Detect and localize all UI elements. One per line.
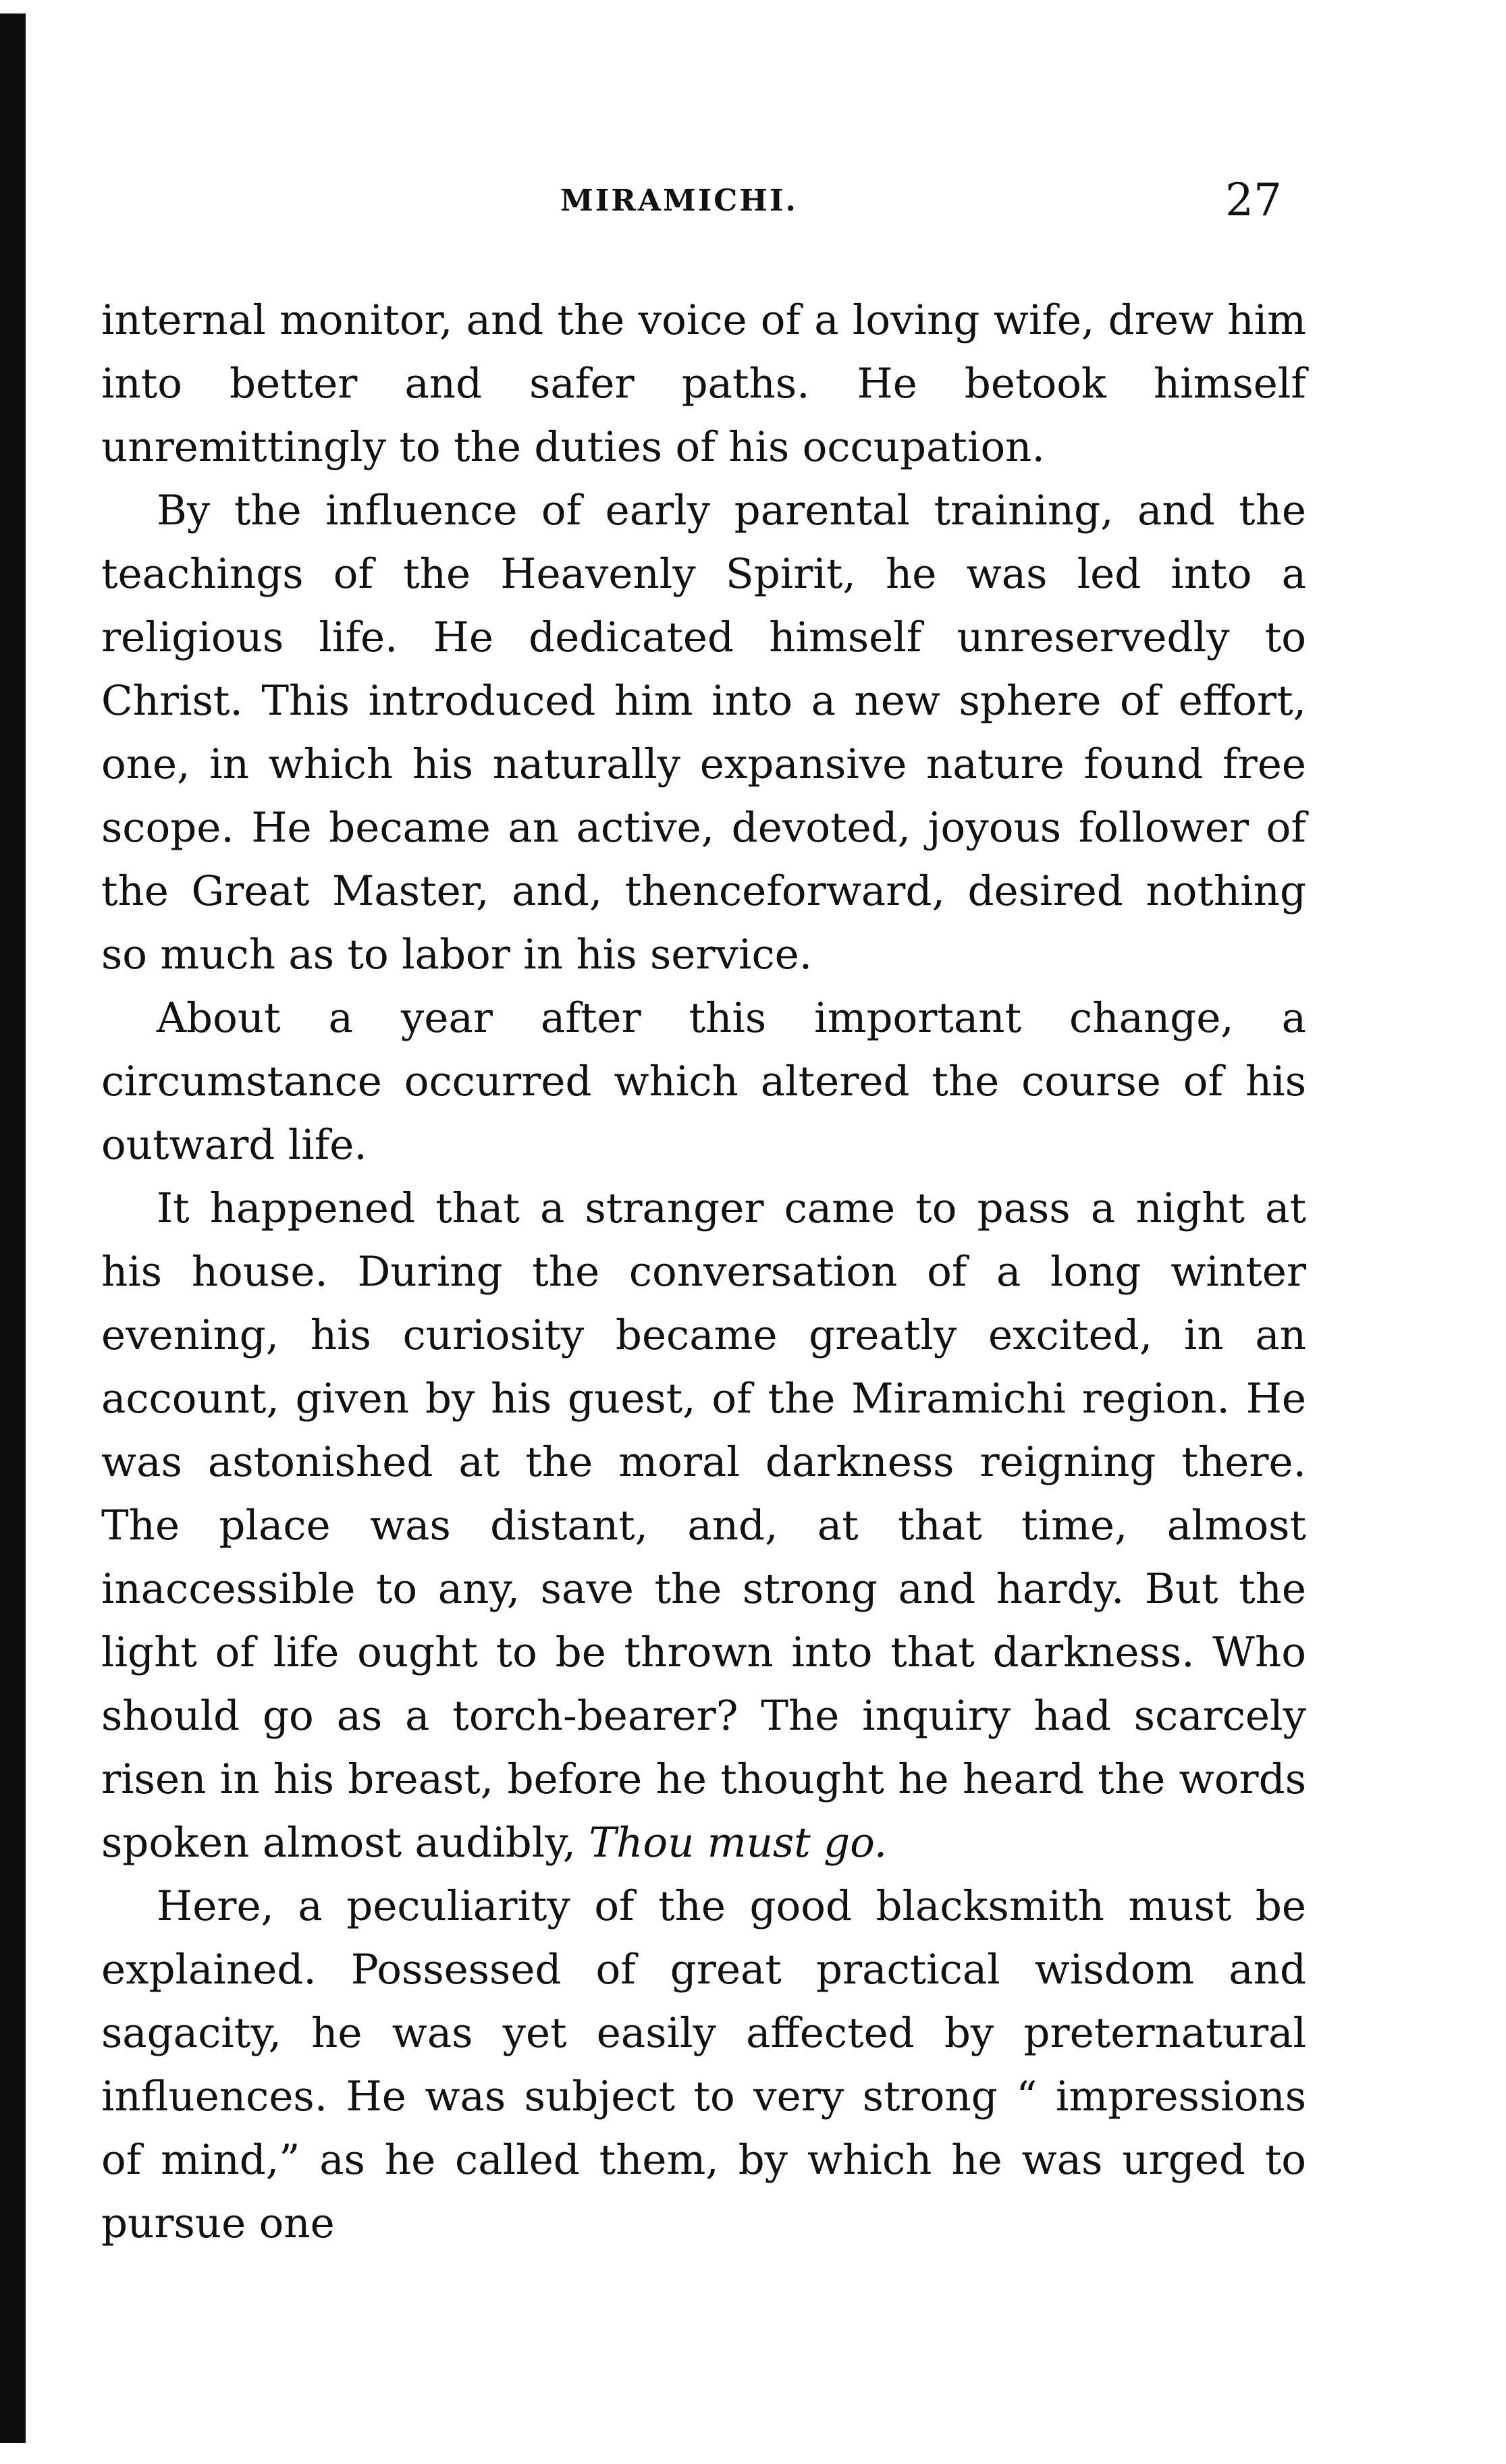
paragraph-text: About a year after this important change, a circumstance occurred which altered the course of his outward life.	[101, 994, 1306, 1169]
page-number: 27	[1225, 174, 1282, 226]
italic-phrase: Thou must go.	[589, 1819, 888, 1867]
paragraph-text: Here, a peculiarity of the good blacksmith must be explained. Possessed of great practical wisdom and sagacity, he was yet easily affected by preternatural influences. He was subject to very strong “ impressions of mind,” as he called them, by which he was urged to pursue one	[101, 1882, 1306, 2247]
running-head: MIRAMICHI.	[560, 184, 798, 218]
paragraph-text: By the influence of early parental training, and the teachings of the Heavenly Spirit, he was led into a religious life. He dedicated himself unreservedly to Christ. This introduced him into a new sphere of effort, one, in which his naturally expansive nature found free scope. He became an active, devoted, joyous follower of the Great Master, and, thenceforward, desired nothing so much as to labor in his service.	[101, 487, 1306, 979]
book-binding-edge	[0, 13, 26, 2443]
paragraph	[101, 1177, 1306, 1875]
paragraph	[101, 289, 1306, 479]
body-text	[101, 289, 1306, 2255]
page-header	[0, 174, 1506, 235]
paragraph	[101, 987, 1306, 1177]
paragraph-text: internal monitor, and the voice of a loving wife, drew him into better and safer paths. He betook himself unremittingly to the duties of his occupation.	[101, 296, 1306, 471]
paragraph-text: It happened that a stranger came to pass a night at his house. During the conversation of a long winter evening, his curiosity became greatly excited, in an account, given by his guest, of the Miramichi region. He was astonished at the moral darkness reigning there. The place was distant, and, at that time, almost inaccessible to any, save the strong and hardy. But the light of life ought to be thrown into that darkness. Who should go as a torch-bearer? The inquiry had scarcely risen in his breast, before he thought he heard the words spoken almost audibly,	[101, 1184, 1306, 1867]
paragraph	[101, 479, 1306, 987]
paragraph	[101, 1875, 1306, 2255]
